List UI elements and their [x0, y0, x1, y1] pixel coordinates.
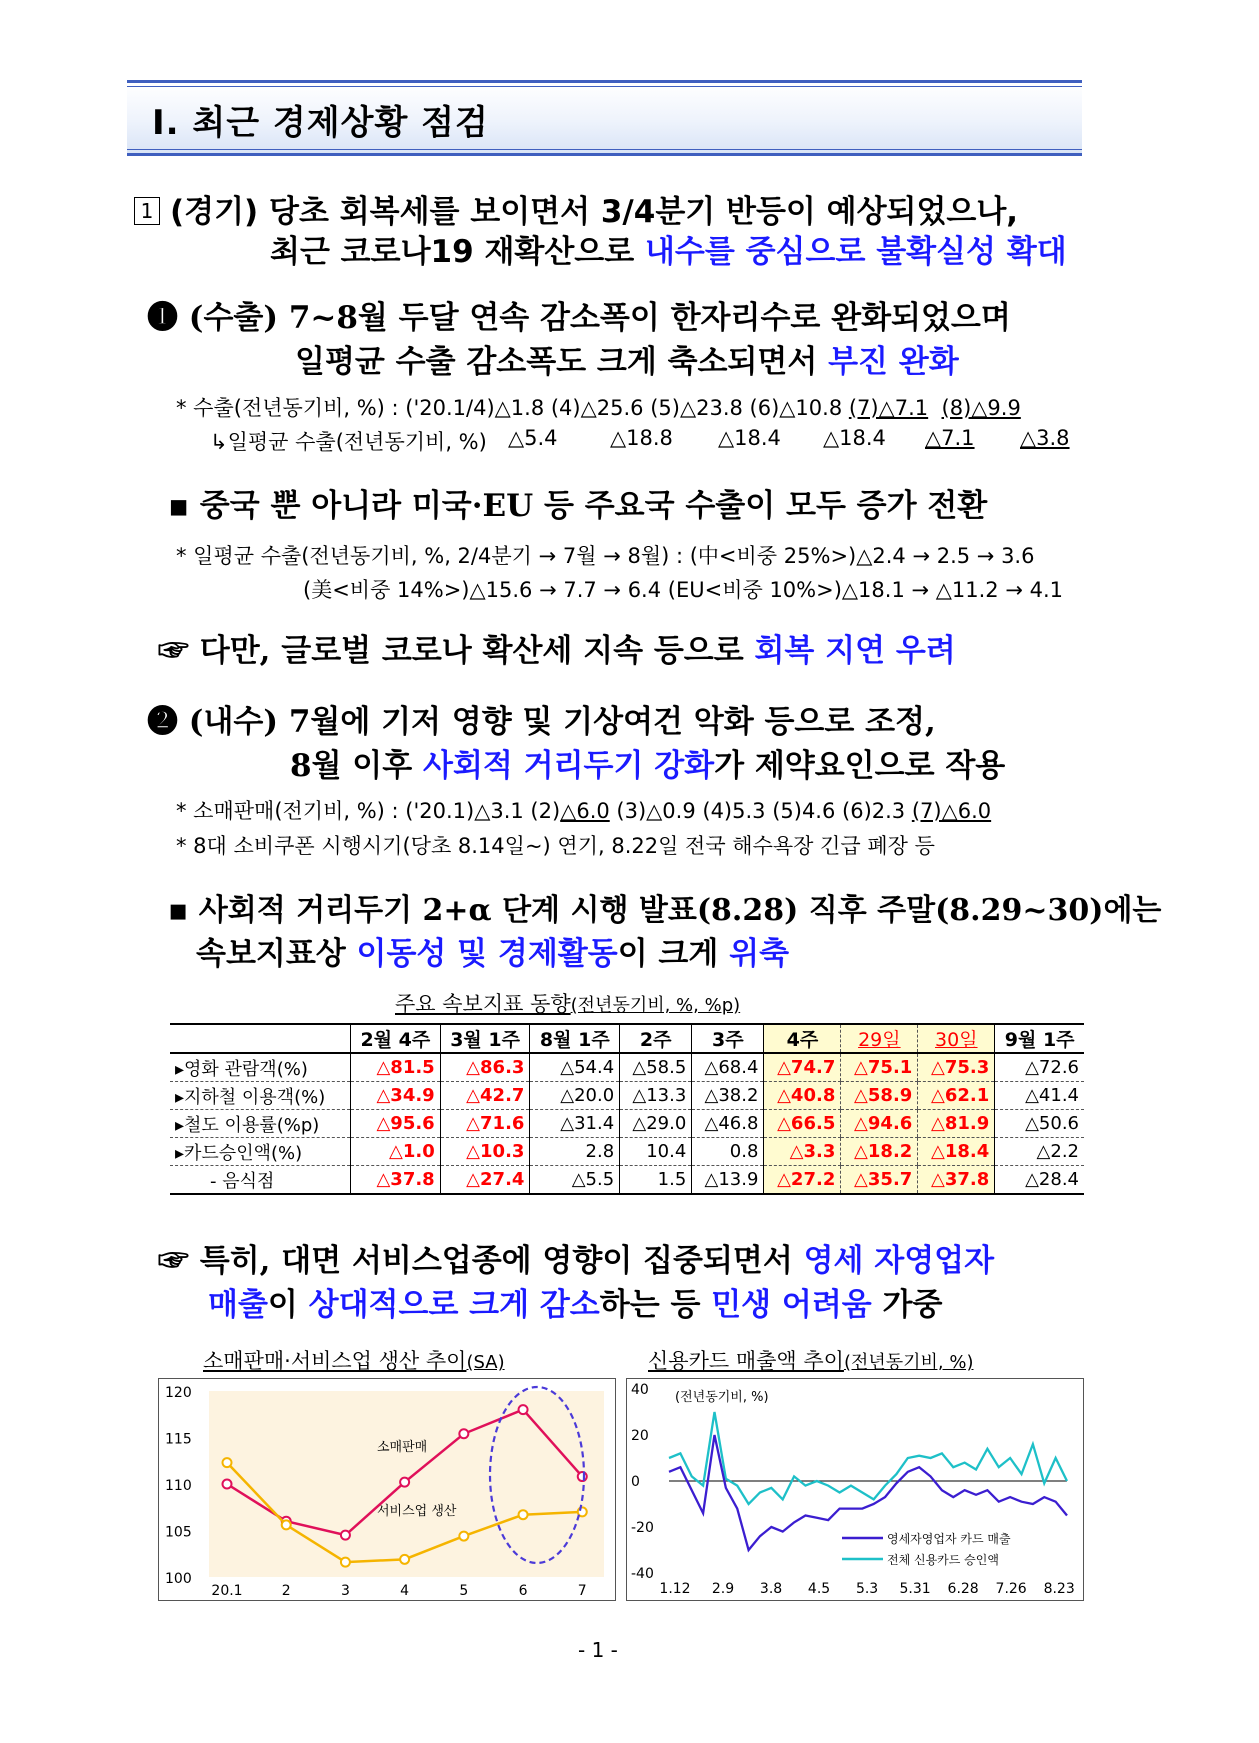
table-cell: △68.4: [692, 1053, 764, 1082]
table-cell: △35.7: [841, 1166, 918, 1195]
table-cell: △28.4: [995, 1166, 1084, 1195]
table-cell: △5.5: [530, 1166, 620, 1195]
table-cell: △75.1: [841, 1053, 918, 1082]
conclusion-mid-1: 이: [267, 1287, 309, 1323]
chart1-point: [459, 1429, 468, 1438]
chart2-x-tick: 1.12: [659, 1581, 691, 1597]
exports-line2-text: 일평균 수출 감소폭도 크게 축소되면서: [295, 344, 829, 380]
chart2-caption: [648, 1345, 973, 1375]
section-title: Ⅰ. 최근 경제상황 점검: [152, 103, 489, 143]
table-cell: △2.2: [995, 1138, 1084, 1166]
table-cell: △62.1: [918, 1082, 995, 1110]
table-cell: △1.0: [351, 1138, 441, 1166]
table-caption: [395, 988, 740, 1018]
daily-export-value: △18.8: [610, 426, 673, 450]
table-cell: 10.4: [620, 1138, 692, 1166]
table-header-cell: 8월 1주: [530, 1024, 620, 1053]
item1-line1-text: (경기) 당초 회복세를 보이면서 3/4분기 반등이 예상되었으나,: [170, 194, 1019, 230]
chart1-point: [400, 1478, 409, 1487]
table-cell: △27.4: [440, 1166, 530, 1195]
table-cell: △86.3: [440, 1053, 530, 1082]
item1-line2-text: 최근 코로나19 재확산으로: [270, 234, 645, 270]
table-header-cell: 3월 1주: [440, 1024, 530, 1053]
table-cell: △74.7: [764, 1053, 841, 1082]
table-cell: △18.2: [841, 1138, 918, 1166]
table-caption-unit: (전년동기비, %, %p): [570, 995, 741, 1016]
exports-note1-jul: (7)△7.1: [848, 396, 929, 420]
chart2-x-tick: 7.26: [995, 1581, 1027, 1597]
chart2-y-tick: -40: [631, 1566, 654, 1582]
chart1-point: [341, 1558, 350, 1567]
domestic-note-2: * 8대 소비쿠폰 시행시기(당초 8.14일~) 연기, 8.22일 전국 해수욕장 긴급 폐장 등: [176, 834, 935, 858]
domestic-sub-prefix: 속보지표상: [196, 936, 357, 972]
chart2-y-tick: -20: [631, 1520, 654, 1536]
chart2-x-tick: 2.9: [711, 1581, 735, 1597]
chart1-x-tick: 2: [281, 1583, 291, 1599]
table-cell: △18.4: [918, 1138, 995, 1166]
chart1-title-unit: (SA): [466, 1352, 505, 1373]
chart1-x-tick: 3: [340, 1583, 350, 1599]
table-cell: △10.3: [440, 1138, 530, 1166]
conclusion-line2: [208, 1279, 942, 1324]
chart1-y-tick: 110: [165, 1478, 192, 1494]
domestic-line2-highlight: 사회적 거리두기 강화: [423, 748, 715, 784]
table-header-row: [170, 1024, 1084, 1053]
domestic-line2-suffix: 가 제약요인으로 작용: [714, 748, 1006, 784]
table-cell: 1.5: [620, 1166, 692, 1195]
exports-line2-highlight: 부진 완화: [828, 344, 959, 380]
exports-note1-aug: (8)△9.9: [941, 396, 1021, 420]
chart2-frame: [626, 1378, 1084, 1601]
exports-note1-text: * 수출(전년동기비, %) : ('20.1/4)△1.8 (4)△25.6 (5)△23.8 (6)△10.8: [176, 396, 849, 420]
chart1-series-label: 서비스업 생산: [377, 1504, 457, 1519]
table-cell: △72.6: [995, 1053, 1084, 1082]
conclusion-highlight-3: 민생 어려움: [711, 1287, 872, 1323]
chart2-x-tick: 5.31: [899, 1581, 931, 1597]
retail-service-chart: [159, 1379, 615, 1600]
table-row-label: ▸영화 관람객(%): [170, 1053, 351, 1082]
table-cell: △58.5: [620, 1053, 692, 1082]
conclusion-line1-highlight: 영세 자영업자: [803, 1243, 995, 1279]
table-cell: △71.6: [440, 1110, 530, 1138]
daily-export-value: △3.8: [1020, 426, 1070, 450]
exports-note2-label: ↳일평균 수출(전년동기비, %): [210, 430, 487, 454]
chart1-point: [223, 1458, 232, 1467]
conclusion-suffix: 가중: [871, 1287, 943, 1323]
chart2-x-tick: 4.5: [807, 1581, 831, 1597]
chart2-legend-label: 전체 신용카드 승인액: [887, 1553, 999, 1567]
chart2-x-tick: 3.8: [759, 1581, 783, 1597]
exports-sub-note-2: (美<비중 14%>)△15.6 → 7.7 → 6.4 (EU<비중 10%>)△18.1 → △11.2 → 4.1: [303, 578, 1064, 602]
chart2-x-tick: 5.3: [855, 1581, 879, 1597]
table-row: [170, 1110, 1084, 1138]
table-cell: △34.9: [351, 1082, 441, 1110]
table-cell: △41.4: [995, 1082, 1084, 1110]
domestic-sub-mid: 이 크게: [617, 936, 730, 972]
table-cell: △46.8: [692, 1110, 764, 1138]
chart2-y-tick: 40: [631, 1382, 649, 1398]
table-cell: △27.2: [764, 1166, 841, 1195]
chart1-x-tick: 5: [459, 1583, 469, 1599]
table-cell: △38.2: [692, 1082, 764, 1110]
exports-line1-text: (수출) 7~8월 두달 연속 감소폭이 한자리수로 완화되었으며: [188, 300, 1011, 336]
domestic-note1-jul: (7)△6.0: [911, 799, 992, 823]
table-cell: △29.0: [620, 1110, 692, 1138]
daily-export-value: △5.4: [508, 426, 558, 450]
chart2-y-tick: 20: [631, 1428, 649, 1444]
chart1-point: [519, 1510, 528, 1519]
table-cell: △81.5: [351, 1053, 441, 1082]
daily-export-value: △18.4: [718, 426, 781, 450]
table-cell: △40.8: [764, 1082, 841, 1110]
conclusion-line1: [158, 1235, 994, 1280]
table-cell: △50.6: [995, 1110, 1084, 1138]
chart1-point: [400, 1555, 409, 1564]
exports-caution-text: ☞ 다만, 글로벌 코로나 확산세 지속 등으로: [158, 633, 755, 669]
exports-heading-line1: [147, 292, 1011, 337]
conclusion-line1-text: ☞ 특히, 대면 서비스업종에 영향이 집중되면서: [158, 1243, 804, 1279]
exports-note-1: [176, 392, 1021, 422]
table-cell: △42.7: [440, 1082, 530, 1110]
table-cell: △66.5: [764, 1110, 841, 1138]
chart1-point: [282, 1520, 291, 1529]
indicator-table: [170, 1023, 1084, 1195]
exports-caution-highlight: 회복 지연 우려: [754, 633, 956, 669]
domestic-note1-text: * 소매판매(전기비, %) : ('20.1)△3.1 (2): [176, 799, 561, 823]
table-header-cell: 2월 4주: [351, 1024, 441, 1053]
bullet-1-icon: ❶: [147, 300, 178, 336]
domestic-heading-line2: [290, 740, 1005, 785]
section-title-box: [127, 80, 1082, 156]
table-header-cell: 30일: [918, 1024, 995, 1053]
chart2-x-tick: 6.28: [947, 1581, 979, 1597]
chart1-point: [578, 1472, 587, 1481]
chart1-caption: [203, 1345, 505, 1375]
chart1-point: [341, 1531, 350, 1540]
domestic-note1-mid: (3)△0.9 (4)5.3 (5)4.6 (6)2.3: [609, 799, 912, 823]
chart2-inner-label: (전년동기비, %): [675, 1390, 769, 1405]
domestic-sub-highlight-1: 이동성 및 경제활동: [356, 936, 618, 972]
chart2-x-tick: 8.23: [1043, 1581, 1075, 1597]
domestic-sub-line1: ▪ 사회적 거리두기 2+α 단계 시행 발표(8.28) 직후 주말(8.29~30)에는: [168, 893, 1162, 928]
chart1-x-tick: 7: [577, 1583, 587, 1599]
table-cell: △20.0: [530, 1082, 620, 1110]
daily-export-value: △18.4: [823, 426, 886, 450]
chart2-title: 신용카드 매출액 추이: [648, 1349, 844, 1373]
conclusion-mid-2: 하는 등: [599, 1287, 712, 1323]
item1-heading-line2: [270, 226, 1067, 271]
exports-sub-note-1: * 일평균 수출(전년동기비, %, 2/4분기 → 7월 → 8월) : (中<비중 25%>)△2.4 → 2.5 → 3.6: [176, 544, 1035, 568]
table-cell: △13.3: [620, 1082, 692, 1110]
table-cell: △31.4: [530, 1110, 620, 1138]
domestic-note1-feb: △6.0: [560, 799, 610, 823]
table-cell: △58.9: [841, 1082, 918, 1110]
table-cell: △95.6: [351, 1110, 441, 1138]
table-cell: △13.9: [692, 1166, 764, 1195]
chart1-series-label: 소매판매: [377, 1440, 428, 1455]
chart1-point: [519, 1405, 528, 1414]
chart1-x-tick: 6: [518, 1583, 528, 1599]
chart2-y-tick: 0: [631, 1474, 640, 1490]
domestic-line2-prefix: 8월 이후: [290, 748, 423, 784]
item1-heading-line1: [134, 186, 1018, 231]
table-header-cell: 9월 1주: [995, 1024, 1084, 1053]
chart2-series-line: [669, 1412, 1067, 1504]
table-row-label: - 음식점: [170, 1166, 351, 1195]
table-cell: 0.8: [692, 1138, 764, 1166]
table-cell: △3.3: [764, 1138, 841, 1166]
table-row: [170, 1053, 1084, 1082]
table-cell: 2.8: [530, 1138, 620, 1166]
table-header-cell: 3주: [692, 1024, 764, 1053]
table-row-label: ▸카드승인액(%): [170, 1138, 351, 1166]
chart1-y-tick: 120: [165, 1385, 192, 1401]
domestic-note-1: [176, 795, 991, 825]
chart1-frame: [158, 1378, 616, 1601]
chart1-y-tick: 105: [165, 1524, 192, 1541]
table-header-cell: 29일: [841, 1024, 918, 1053]
table-header-cell: 4주: [764, 1024, 841, 1053]
conclusion-highlight-1: 매출: [208, 1287, 268, 1323]
table-header-cell: 2주: [620, 1024, 692, 1053]
chart2-legend-label: 영세자영업자 카드 매출: [887, 1532, 1011, 1546]
table-row-label: ▸지하철 이용객(%): [170, 1082, 351, 1110]
exports-heading-line2: [295, 336, 959, 381]
chart1-x-tick: 4: [400, 1583, 410, 1599]
table-header-cell: [170, 1024, 351, 1053]
item-number-box: 1: [134, 197, 160, 225]
chart1-title: 소매판매·서비스업 생산 추이: [203, 1349, 467, 1373]
table-row: [170, 1166, 1084, 1195]
domestic-line1-text: (내수) 7월에 기저 영향 및 기상여건 악화 등으로 조정,: [188, 704, 936, 740]
chart1-point: [459, 1532, 468, 1541]
exports-note-2: [210, 426, 487, 456]
domestic-heading-line1: [147, 696, 936, 741]
table-cell: △37.8: [918, 1166, 995, 1195]
table-row-label: ▸철도 이용률(%p): [170, 1110, 351, 1138]
bullet-2-icon: ❷: [147, 704, 178, 740]
credit-card-chart: [627, 1379, 1083, 1600]
daily-export-value: △7.1: [925, 426, 975, 450]
domestic-sub-line2: [196, 928, 789, 973]
chart1-y-tick: 100: [165, 1571, 192, 1587]
exports-sub-bullet: ▪ 중국 뿐 아니라 미국·EU 등 주요국 수출이 모두 증가 전환: [168, 488, 988, 524]
conclusion-highlight-2: 상대적으로 크게 감소: [308, 1287, 600, 1323]
table-cell: △94.6: [841, 1110, 918, 1138]
table-cell: △37.8: [351, 1166, 441, 1195]
chart1-x-tick: 20.1: [211, 1583, 243, 1599]
page-number: - 1 -: [578, 1638, 618, 1662]
table-row: [170, 1138, 1084, 1166]
chart2-title-unit: (전년동기비, %): [843, 1352, 974, 1373]
exports-caution: [158, 625, 956, 670]
table-row: [170, 1082, 1084, 1110]
chart1-y-tick: 115: [165, 1431, 192, 1448]
item1-line2-highlight: 내수를 중심으로 불확실성 확대: [644, 234, 1067, 270]
chart1-point: [223, 1480, 232, 1489]
table-cell: △81.9: [918, 1110, 995, 1138]
table-caption-title: 주요 속보지표 동향: [395, 992, 571, 1016]
domestic-sub-highlight-2: 위축: [729, 936, 790, 972]
table-cell: △75.3: [918, 1053, 995, 1082]
table-cell: △54.4: [530, 1053, 620, 1082]
